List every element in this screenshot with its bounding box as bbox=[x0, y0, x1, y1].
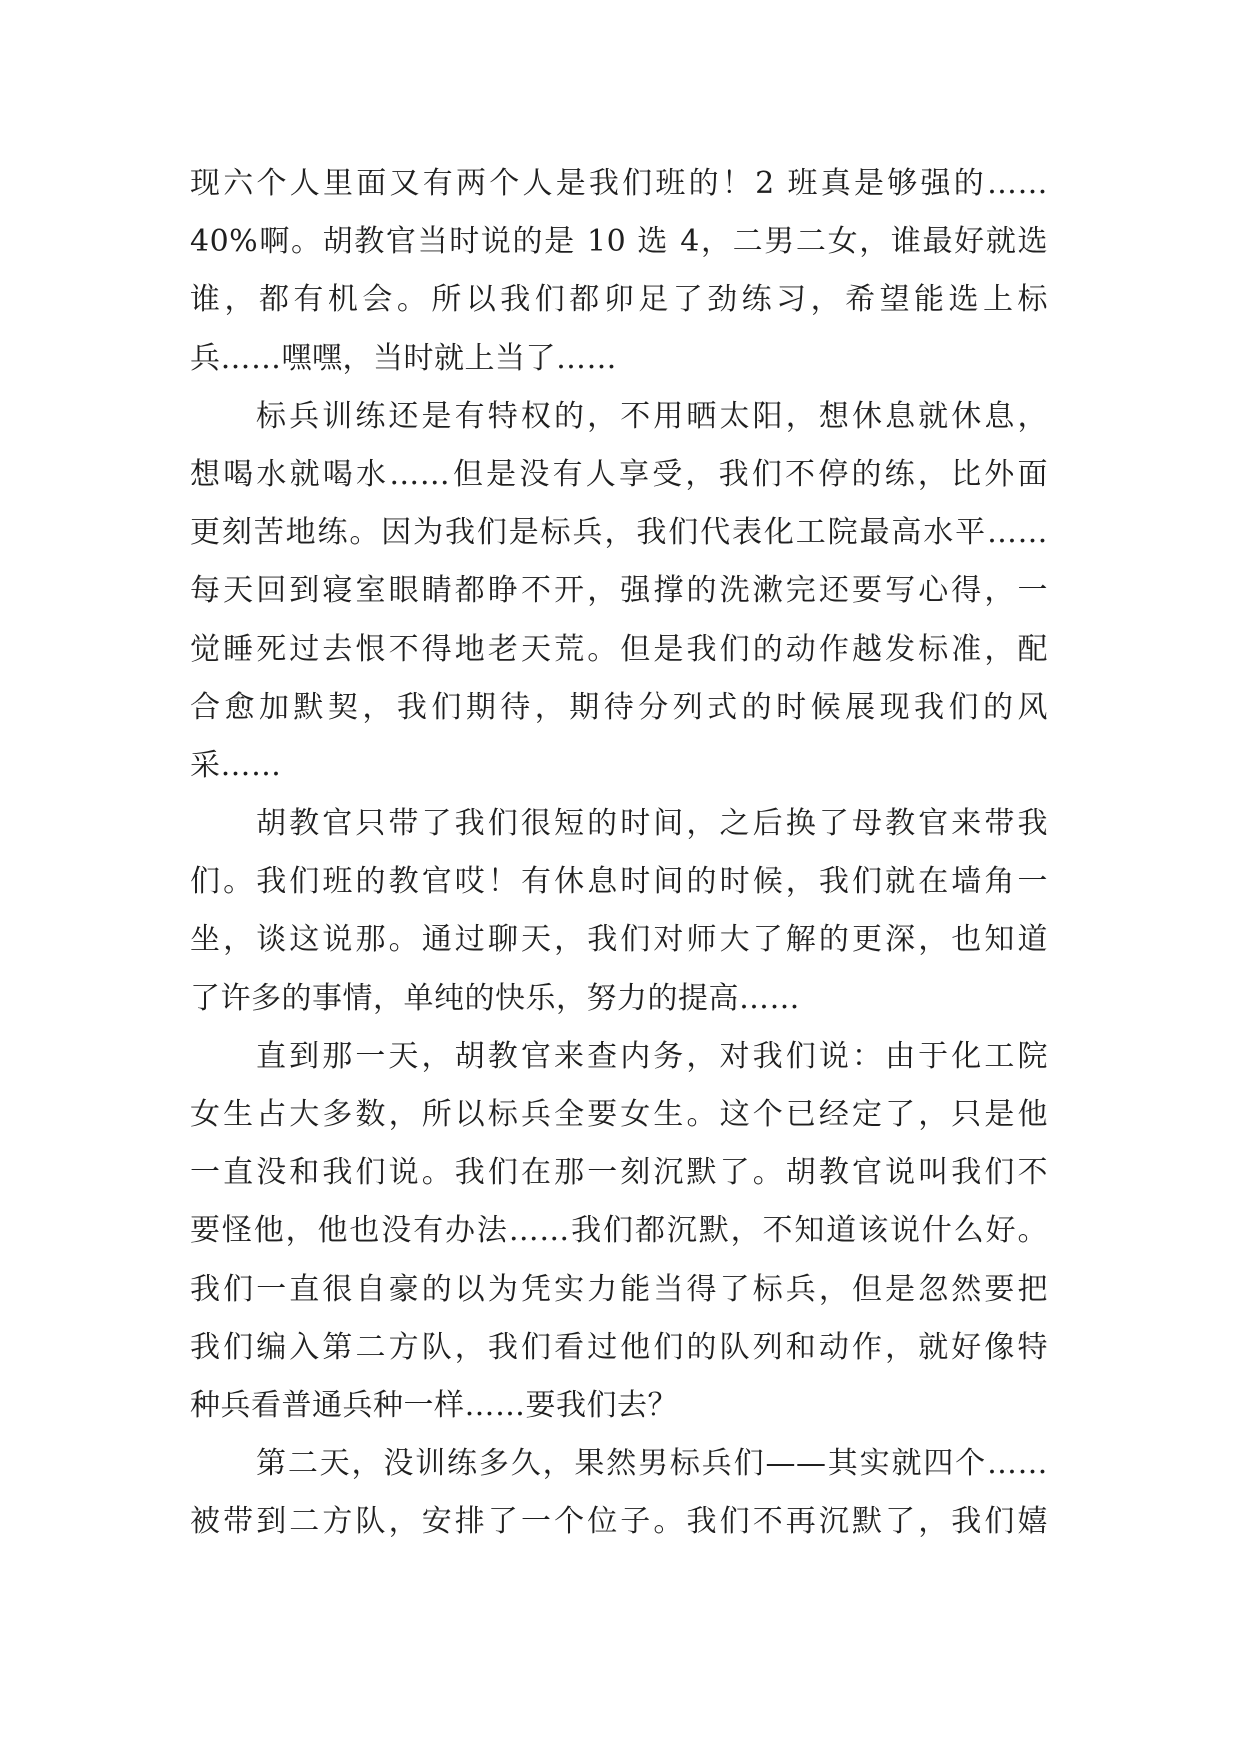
text-line: 一直没和我们说。我们在那一刻沉默了。胡教官说叫我们不 bbox=[190, 1155, 1048, 1191]
text-line: 第二天，没训练多久，果然男标兵们——其实就四个…… bbox=[256, 1446, 1048, 1482]
paragraph-2 bbox=[190, 388, 1048, 795]
text-line: 兵……嘿嘿，当时就上当了…… bbox=[190, 340, 617, 376]
text-line: 要怪他，他也没有办法……我们都沉默，不知道该说什么好。 bbox=[190, 1213, 1048, 1249]
text-line: 采…… bbox=[190, 747, 282, 783]
text-line: 每天回到寝室眼睛都睁不开，强撑的洗漱完还要写心得，一 bbox=[190, 573, 1048, 609]
text-line: 们。我们班的教官哎！有休息时间的时候，我们就在墙角一 bbox=[190, 864, 1048, 900]
document-body bbox=[190, 155, 1048, 1552]
text-line: 更刻苦地练。因为我们是标兵，我们代表化工院最高水平…… bbox=[190, 515, 1048, 551]
text-line: 想喝水就喝水……但是没有人享受，我们不停的练，比外面 bbox=[190, 456, 1048, 492]
text-line: 直到那一天，胡教官来查内务，对我们说：由于化工院 bbox=[256, 1038, 1048, 1074]
text-line: 现六个人里面又有两个人是我们班的！2 班真是够强的…… bbox=[190, 166, 1048, 201]
text-line: 我们一直很自豪的以为凭实力能当得了标兵，但是忽然要把 bbox=[190, 1271, 1048, 1307]
paragraph-1 bbox=[190, 155, 1048, 388]
paragraph-5 bbox=[190, 1435, 1048, 1551]
text-line: 了许多的事情，单纯的快乐，努力的提高…… bbox=[190, 980, 800, 1016]
text-line: 被带到二方队，安排了一个位子。我们不再沉默了，我们嬉 bbox=[190, 1504, 1048, 1540]
text-line: 40%啊。胡教官当时说的是 10 选 4，二男二女，谁最好就选 bbox=[190, 224, 1048, 260]
text-line: 胡教官只带了我们很短的时间，之后换了母教官来带我 bbox=[256, 806, 1048, 842]
text-line: 我们编入第二方队，我们看过他们的队列和动作，就好像特 bbox=[190, 1329, 1048, 1365]
text-line: 种兵看普通兵种一样……要我们去？ bbox=[190, 1387, 678, 1423]
text-line: 谁，都有机会。所以我们都卯足了劲练习，希望能选上标 bbox=[190, 282, 1048, 318]
text-line: 觉睡死过去恨不得地老天荒。但是我们的动作越发标准，配 bbox=[190, 631, 1048, 667]
text-line: 合愈加默契，我们期待，期待分列式的时候展现我们的风 bbox=[190, 689, 1048, 725]
text-line: 女生占大多数，所以标兵全要女生。这个已经定了，只是他 bbox=[190, 1097, 1048, 1132]
paragraph-3 bbox=[190, 795, 1048, 1028]
text-line: 坐，谈这说那。通过聊天，我们对师大了解的更深，也知道 bbox=[190, 922, 1048, 958]
paragraph-4 bbox=[190, 1028, 1048, 1435]
text-line: 标兵训练还是有特权的，不用晒太阳，想休息就休息， bbox=[256, 398, 1048, 434]
